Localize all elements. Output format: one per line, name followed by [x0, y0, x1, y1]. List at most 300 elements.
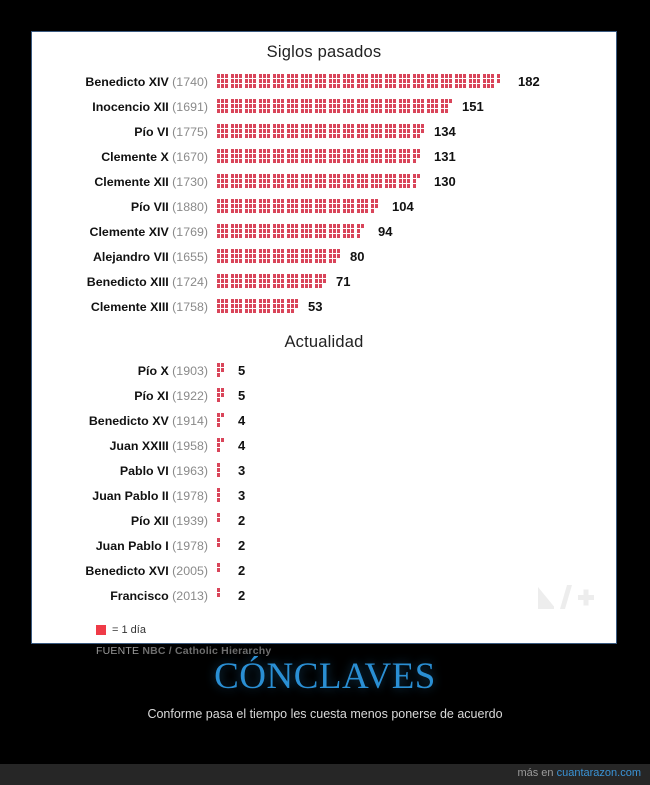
day-square — [323, 149, 326, 153]
row-year: (1978) — [172, 538, 208, 553]
section-title-now: Actualidad — [284, 333, 364, 351]
day-square — [323, 254, 326, 258]
day-square — [357, 134, 360, 138]
day-square — [347, 234, 350, 238]
day-square — [421, 99, 424, 103]
day-square — [273, 229, 276, 233]
day-square — [445, 104, 448, 108]
day-square — [245, 79, 248, 83]
day-square — [231, 79, 234, 83]
day-square — [361, 84, 364, 88]
row-label — [32, 250, 217, 264]
day-square — [413, 99, 416, 103]
row-label — [32, 200, 217, 214]
day-block — [273, 74, 284, 88]
source-text: NBC / Catholic Hierarchy — [142, 645, 272, 657]
day-square — [235, 234, 238, 238]
day-square — [337, 229, 340, 233]
day-square — [305, 159, 308, 163]
day-square — [267, 129, 270, 133]
day-square — [221, 593, 224, 597]
day-square — [449, 79, 452, 83]
day-square — [305, 224, 308, 228]
day-square — [315, 154, 318, 158]
day-square — [259, 154, 262, 158]
day-square — [343, 174, 346, 178]
day-square — [309, 279, 312, 283]
day-square — [221, 493, 224, 497]
day-square — [417, 184, 420, 188]
day-square — [343, 104, 346, 108]
day-square — [337, 259, 340, 263]
day-square — [281, 79, 284, 83]
day-square — [329, 134, 332, 138]
day-square — [249, 99, 252, 103]
day-square — [263, 179, 266, 183]
day-square — [319, 279, 322, 283]
day-square — [413, 84, 416, 88]
day-square — [253, 99, 256, 103]
day-square — [287, 184, 290, 188]
day-square — [235, 304, 238, 308]
day-square — [281, 184, 284, 188]
day-square — [417, 134, 420, 138]
day-square — [287, 104, 290, 108]
day-square — [239, 299, 242, 303]
day-square — [413, 184, 416, 188]
day-square — [389, 184, 392, 188]
day-square — [309, 199, 312, 203]
legend-label: = 1 día — [112, 624, 146, 636]
day-square — [319, 204, 322, 208]
day-square — [333, 249, 336, 253]
day-square — [249, 184, 252, 188]
day-square — [231, 209, 234, 213]
day-square — [225, 388, 228, 392]
day-square — [407, 79, 410, 83]
day-square — [221, 149, 224, 153]
day-square — [343, 199, 346, 203]
day-square — [267, 109, 270, 113]
day-block — [273, 99, 284, 113]
day-square — [375, 104, 378, 108]
day-square — [217, 388, 220, 392]
day-square — [329, 124, 332, 128]
day-square — [235, 229, 238, 233]
day-square — [245, 204, 248, 208]
day-square — [263, 174, 266, 178]
day-square — [459, 74, 462, 78]
day-square — [365, 234, 368, 238]
day-square — [427, 109, 430, 113]
day-square — [403, 74, 406, 78]
day-square — [361, 99, 364, 103]
day-square — [217, 488, 220, 492]
day-square — [281, 134, 284, 138]
day-square — [361, 74, 364, 78]
day-square — [347, 159, 350, 163]
day-square — [287, 234, 290, 238]
day-square — [259, 99, 262, 103]
day-block — [217, 438, 228, 452]
day-square — [421, 109, 424, 113]
day-square — [221, 513, 224, 517]
day-square — [273, 84, 276, 88]
day-square — [253, 284, 256, 288]
day-square — [329, 199, 332, 203]
day-square — [221, 368, 224, 372]
day-square — [449, 99, 452, 103]
day-square — [263, 149, 266, 153]
day-square — [235, 254, 238, 258]
chart-row — [32, 533, 616, 558]
day-square — [225, 518, 228, 522]
day-square — [365, 124, 368, 128]
day-square — [217, 373, 220, 377]
day-square — [333, 79, 336, 83]
row-pope-name: Juan XXIII — [109, 438, 173, 453]
day-square — [477, 79, 480, 83]
row-year: (1724) — [172, 274, 208, 289]
day-square — [277, 199, 280, 203]
day-square — [315, 129, 318, 133]
day-square — [249, 309, 252, 313]
day-square — [225, 588, 228, 592]
day-square — [333, 159, 336, 163]
day-square — [417, 124, 420, 128]
chart-row — [32, 219, 616, 244]
day-square — [427, 99, 430, 103]
day-block — [273, 224, 284, 238]
day-block — [259, 299, 270, 313]
day-square — [315, 149, 318, 153]
day-square — [263, 199, 266, 203]
day-square — [305, 204, 308, 208]
day-square — [379, 99, 382, 103]
day-block — [301, 199, 312, 213]
day-square — [235, 129, 238, 133]
day-square — [301, 84, 304, 88]
day-square — [287, 174, 290, 178]
day-block — [287, 149, 298, 163]
day-square — [435, 74, 438, 78]
day-square — [351, 99, 354, 103]
day-square — [497, 74, 500, 78]
day-square — [365, 179, 368, 183]
day-square — [357, 104, 360, 108]
day-square — [221, 398, 224, 402]
day-square — [295, 184, 298, 188]
row-year: (2005) — [172, 563, 208, 578]
day-square — [225, 563, 228, 567]
day-square — [413, 149, 416, 153]
day-square — [319, 154, 322, 158]
day-block — [287, 199, 298, 213]
day-square — [393, 104, 396, 108]
day-square — [309, 99, 312, 103]
day-square — [309, 234, 312, 238]
day-square — [281, 234, 284, 238]
row-value: 71 — [336, 274, 351, 289]
day-square — [225, 568, 228, 572]
day-block — [231, 149, 242, 163]
day-square — [249, 134, 252, 138]
day-square — [343, 184, 346, 188]
day-block — [329, 224, 340, 238]
day-square — [319, 259, 322, 263]
day-square — [267, 84, 270, 88]
day-square — [239, 309, 242, 313]
day-block — [259, 124, 270, 138]
day-square — [491, 79, 494, 83]
day-square — [231, 184, 234, 188]
day-square — [235, 104, 238, 108]
day-square — [337, 179, 340, 183]
day-square — [277, 259, 280, 263]
day-square — [231, 149, 234, 153]
row-year: (1939) — [172, 513, 208, 528]
day-square — [333, 84, 336, 88]
day-square — [365, 229, 368, 233]
day-square — [351, 199, 354, 203]
day-square — [221, 563, 224, 567]
day-square — [379, 204, 382, 208]
day-square — [337, 234, 340, 238]
day-square — [323, 199, 326, 203]
day-square — [225, 418, 228, 422]
day-square — [221, 443, 224, 447]
day-square — [375, 199, 378, 203]
day-square — [249, 224, 252, 228]
day-square — [217, 563, 220, 567]
legend-swatch-icon — [96, 625, 106, 635]
day-square — [245, 134, 248, 138]
day-square — [263, 134, 266, 138]
day-square — [315, 249, 318, 253]
day-square — [379, 124, 382, 128]
day-block — [287, 224, 298, 238]
day-square — [361, 179, 364, 183]
day-square — [351, 209, 354, 213]
day-square — [235, 159, 238, 163]
day-square — [253, 199, 256, 203]
day-square — [281, 159, 284, 163]
day-square — [225, 154, 228, 158]
day-square — [239, 284, 242, 288]
day-square — [379, 104, 382, 108]
day-square — [413, 174, 416, 178]
day-square — [259, 199, 262, 203]
day-square — [249, 204, 252, 208]
day-square — [221, 179, 224, 183]
row-label — [32, 225, 217, 239]
day-square — [225, 204, 228, 208]
day-square — [371, 179, 374, 183]
day-square — [385, 174, 388, 178]
day-square — [225, 304, 228, 308]
day-square — [347, 104, 350, 108]
day-square — [315, 254, 318, 258]
day-square — [217, 304, 220, 308]
day-square — [309, 109, 312, 113]
day-square — [301, 184, 304, 188]
day-square — [315, 134, 318, 138]
chart-row — [32, 244, 616, 269]
day-square — [225, 124, 228, 128]
day-square — [305, 74, 308, 78]
day-square — [357, 129, 360, 133]
day-block — [273, 124, 284, 138]
day-square — [245, 184, 248, 188]
day-square — [305, 199, 308, 203]
day-square — [305, 174, 308, 178]
day-square — [225, 279, 228, 283]
day-square — [389, 84, 392, 88]
day-square — [221, 184, 224, 188]
day-square — [403, 79, 406, 83]
day-square — [259, 284, 262, 288]
day-square — [351, 204, 354, 208]
day-square — [329, 224, 332, 228]
day-square — [239, 224, 242, 228]
day-square — [267, 124, 270, 128]
row-pope-name: Pablo VI — [119, 463, 173, 478]
day-square — [309, 74, 312, 78]
day-square — [273, 304, 276, 308]
day-block — [245, 224, 256, 238]
day-square — [329, 104, 332, 108]
day-square — [263, 304, 266, 308]
day-block — [245, 299, 256, 313]
day-square — [231, 309, 234, 313]
day-square — [267, 279, 270, 283]
day-square — [267, 74, 270, 78]
day-square — [319, 129, 322, 133]
day-square — [281, 129, 284, 133]
day-square — [445, 99, 448, 103]
day-square — [225, 393, 228, 397]
day-square — [267, 99, 270, 103]
day-block — [343, 174, 354, 188]
day-square — [343, 109, 346, 113]
day-square — [399, 134, 402, 138]
day-square — [259, 204, 262, 208]
day-square — [267, 249, 270, 253]
day-square — [291, 254, 294, 258]
day-square — [277, 109, 280, 113]
day-square — [309, 274, 312, 278]
day-block — [357, 199, 368, 213]
day-square — [259, 109, 262, 113]
day-square — [231, 204, 234, 208]
day-square — [221, 363, 224, 367]
day-square — [389, 109, 392, 113]
day-block — [385, 74, 396, 88]
day-square — [399, 99, 402, 103]
day-block — [357, 149, 368, 163]
day-block — [231, 174, 242, 188]
day-square — [309, 174, 312, 178]
day-square — [445, 109, 448, 113]
day-square — [357, 154, 360, 158]
day-square — [319, 234, 322, 238]
day-square — [315, 74, 318, 78]
day-square — [291, 279, 294, 283]
day-square — [287, 284, 290, 288]
day-block — [483, 74, 494, 88]
day-square — [239, 184, 242, 188]
day-square — [379, 199, 382, 203]
day-square — [357, 209, 360, 213]
day-square — [231, 274, 234, 278]
day-square — [291, 199, 294, 203]
day-square — [291, 174, 294, 178]
row-value: 2 — [238, 563, 246, 578]
day-square — [263, 249, 266, 253]
day-square — [375, 179, 378, 183]
day-square — [435, 84, 438, 88]
day-block — [315, 124, 326, 138]
day-block — [315, 149, 326, 163]
day-square — [329, 129, 332, 133]
day-square — [281, 279, 284, 283]
day-square — [217, 279, 220, 283]
row-bar — [217, 488, 231, 504]
day-square — [305, 79, 308, 83]
day-square — [393, 174, 396, 178]
row-bar — [217, 538, 231, 554]
day-square — [417, 154, 420, 158]
day-block — [301, 249, 312, 263]
footer-site-link[interactable]: cuantarazon.com — [556, 767, 641, 779]
day-square — [295, 209, 298, 213]
day-square — [273, 149, 276, 153]
day-square — [403, 149, 406, 153]
day-block — [399, 174, 410, 188]
chart-row — [32, 194, 616, 219]
day-square — [263, 209, 266, 213]
day-square — [337, 154, 340, 158]
day-square — [403, 154, 406, 158]
day-block — [287, 74, 298, 88]
day-block — [371, 74, 382, 88]
day-square — [249, 174, 252, 178]
day-square — [441, 79, 444, 83]
day-square — [277, 229, 280, 233]
day-square — [421, 84, 424, 88]
day-square — [217, 598, 220, 602]
day-block — [217, 149, 228, 163]
day-square — [337, 254, 340, 258]
day-square — [225, 149, 228, 153]
day-square — [235, 209, 238, 213]
day-block — [357, 74, 368, 88]
day-square — [221, 104, 224, 108]
day-square — [357, 174, 360, 178]
day-square — [389, 154, 392, 158]
day-square — [217, 129, 220, 133]
day-square — [301, 104, 304, 108]
day-square — [273, 279, 276, 283]
day-square — [333, 224, 336, 228]
day-square — [245, 109, 248, 113]
day-square — [253, 224, 256, 228]
day-square — [225, 174, 228, 178]
day-square — [351, 179, 354, 183]
day-square — [389, 104, 392, 108]
day-square — [281, 299, 284, 303]
day-square — [393, 109, 396, 113]
